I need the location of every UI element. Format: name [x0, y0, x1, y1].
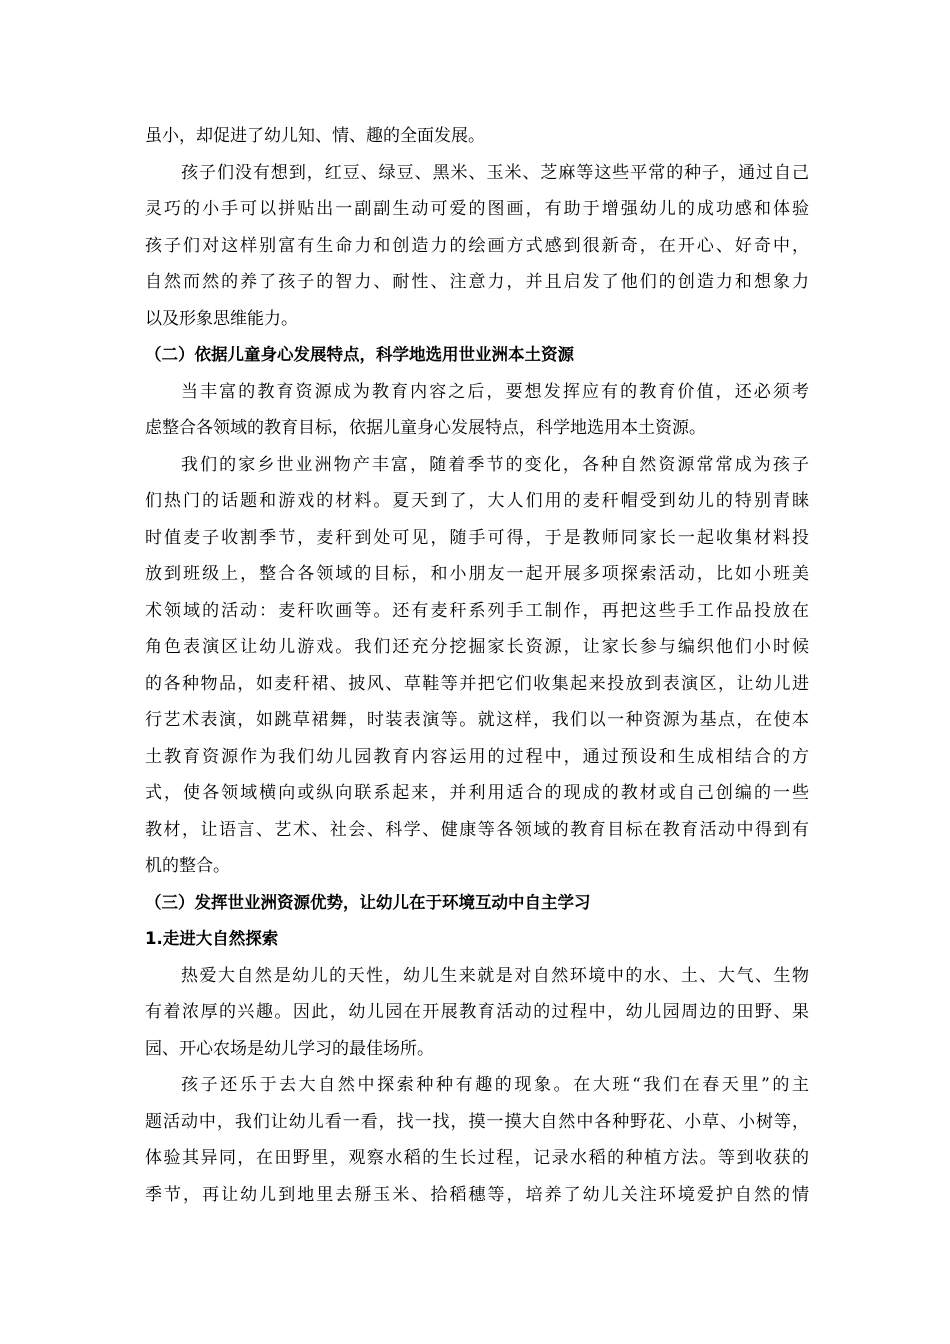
paragraph-line: 时值麦子收割季节，麦秆到处可见，随手可得，于是教师同家长一起收集材料投 — [145, 527, 809, 548]
section-heading: （三）发挥世业洲资源优势，让幼儿在于环境互动中自主学习 — [145, 892, 591, 912]
paragraph-line: 以及形象思维能力。 — [145, 308, 298, 329]
paragraph-line: 我们的家乡世业洲物产丰富，随着季节的变化，各种自然资源常常成为孩子 — [181, 454, 809, 475]
paragraph-line: 术领域的活动：麦秆吹画等。还有麦秆系列手工制作，再把这些手工作品投放在 — [145, 600, 809, 621]
paragraph-line: 孩子还乐于去大自然中探索种种有趣的现象。在大班“我们在春天里”的主 — [181, 1075, 809, 1095]
paragraph-line: 教材，让语言、艺术、社会、科学、健康等各领域的教育目标在教育活动中得到有 — [145, 819, 809, 840]
paragraph-line: 的各种物品，如麦秆裙、披风、草鞋等并把它们收集起来投放到表演区，让幼儿进 — [145, 673, 809, 694]
paragraph-line: 机的整合。 — [145, 856, 230, 876]
document-page — [145, 118, 809, 1213]
paragraph-line: 灵巧的小手可以拼贴出一副副生动可爱的图画，有助于增强幼儿的成功感和体验 — [145, 199, 809, 219]
paragraph-line: 们热门的话题和游戏的材料。夏天到了，大人们用的麦秆帽受到幼儿的特别青睐 — [145, 491, 809, 511]
paragraph-line: 角色表演区让幼儿游戏。我们还充分挖掘家长资源，让家长参与编织他们小时候 — [145, 637, 809, 657]
paragraph-line: 题活动中，我们让幼儿看一看，找一找，摸一摸大自然中各种野花、小草、小树等， — [145, 1111, 809, 1132]
paragraph-line: 自然而然的养了孩子的智力、耐性、注意力，并且启发了他们的创造力和想象力 — [145, 272, 809, 292]
paragraph-line: 式，使各领域横向或纵向联系起来，并利用适合的现成的教材或自己创编的一些 — [145, 783, 809, 803]
paragraph-line: 孩子们没有想到，红豆、绿豆、黑米、玉米、芝麻等这些平常的种子，通过自己 — [181, 162, 809, 183]
paragraph-line: 体验其异同，在田野里，观察水稻的生长过程，记录水稻的种植方法。等到收获的 — [145, 1148, 809, 1168]
paragraph-line: 有着浓厚的兴趣。因此，幼儿园在开展教育活动的过程中，幼儿园周边的田野、果 — [145, 1002, 809, 1022]
paragraph-line: 热爱大自然是幼儿的天性，幼儿生来就是对自然环境中的水、土、大气、生物 — [181, 965, 809, 986]
paragraph-line: 园、开心农场是幼儿学习的最佳场所。 — [145, 1038, 434, 1059]
paragraph-line: 行艺术表演，如跳草裙舞，时装表演等。就这样，我们以一种资源为基点，在使本 — [145, 710, 809, 730]
paragraph-line: 虽小，却促进了幼儿知、情、趣的全面发展。 — [145, 126, 485, 146]
section-heading: （二）依据儿童身心发展特点，科学地选用世业洲本土资源 — [145, 345, 574, 364]
paragraph-line: 季节，再让幼儿到地里去掰玉米、拾稻穗等，培养了幼儿关注环境爱护自然的情 — [145, 1184, 809, 1205]
paragraph-line: 虑整合各领域的教育目标，依据儿童身心发展特点，科学地选用本土资源。 — [145, 418, 706, 438]
paragraph-line: 土教育资源作为我们幼儿园教育内容运用的过程中，通过预设和生成相结合的方 — [145, 746, 809, 767]
paragraph-line: 放到班级上，整合各领域的目标，和小朋友一起开展多项探索活动，比如小班美 — [145, 564, 809, 584]
paragraph-line: 当丰富的教育资源成为教育内容之后，要想发挥应有的教育价值，还必须考 — [181, 381, 809, 402]
section-heading: 1.走进大自然探索 — [145, 929, 279, 948]
paragraph-line: 孩子们对这样别富有生命力和创造力的绘画方式感到很新奇，在开心、好奇中， — [145, 235, 809, 256]
